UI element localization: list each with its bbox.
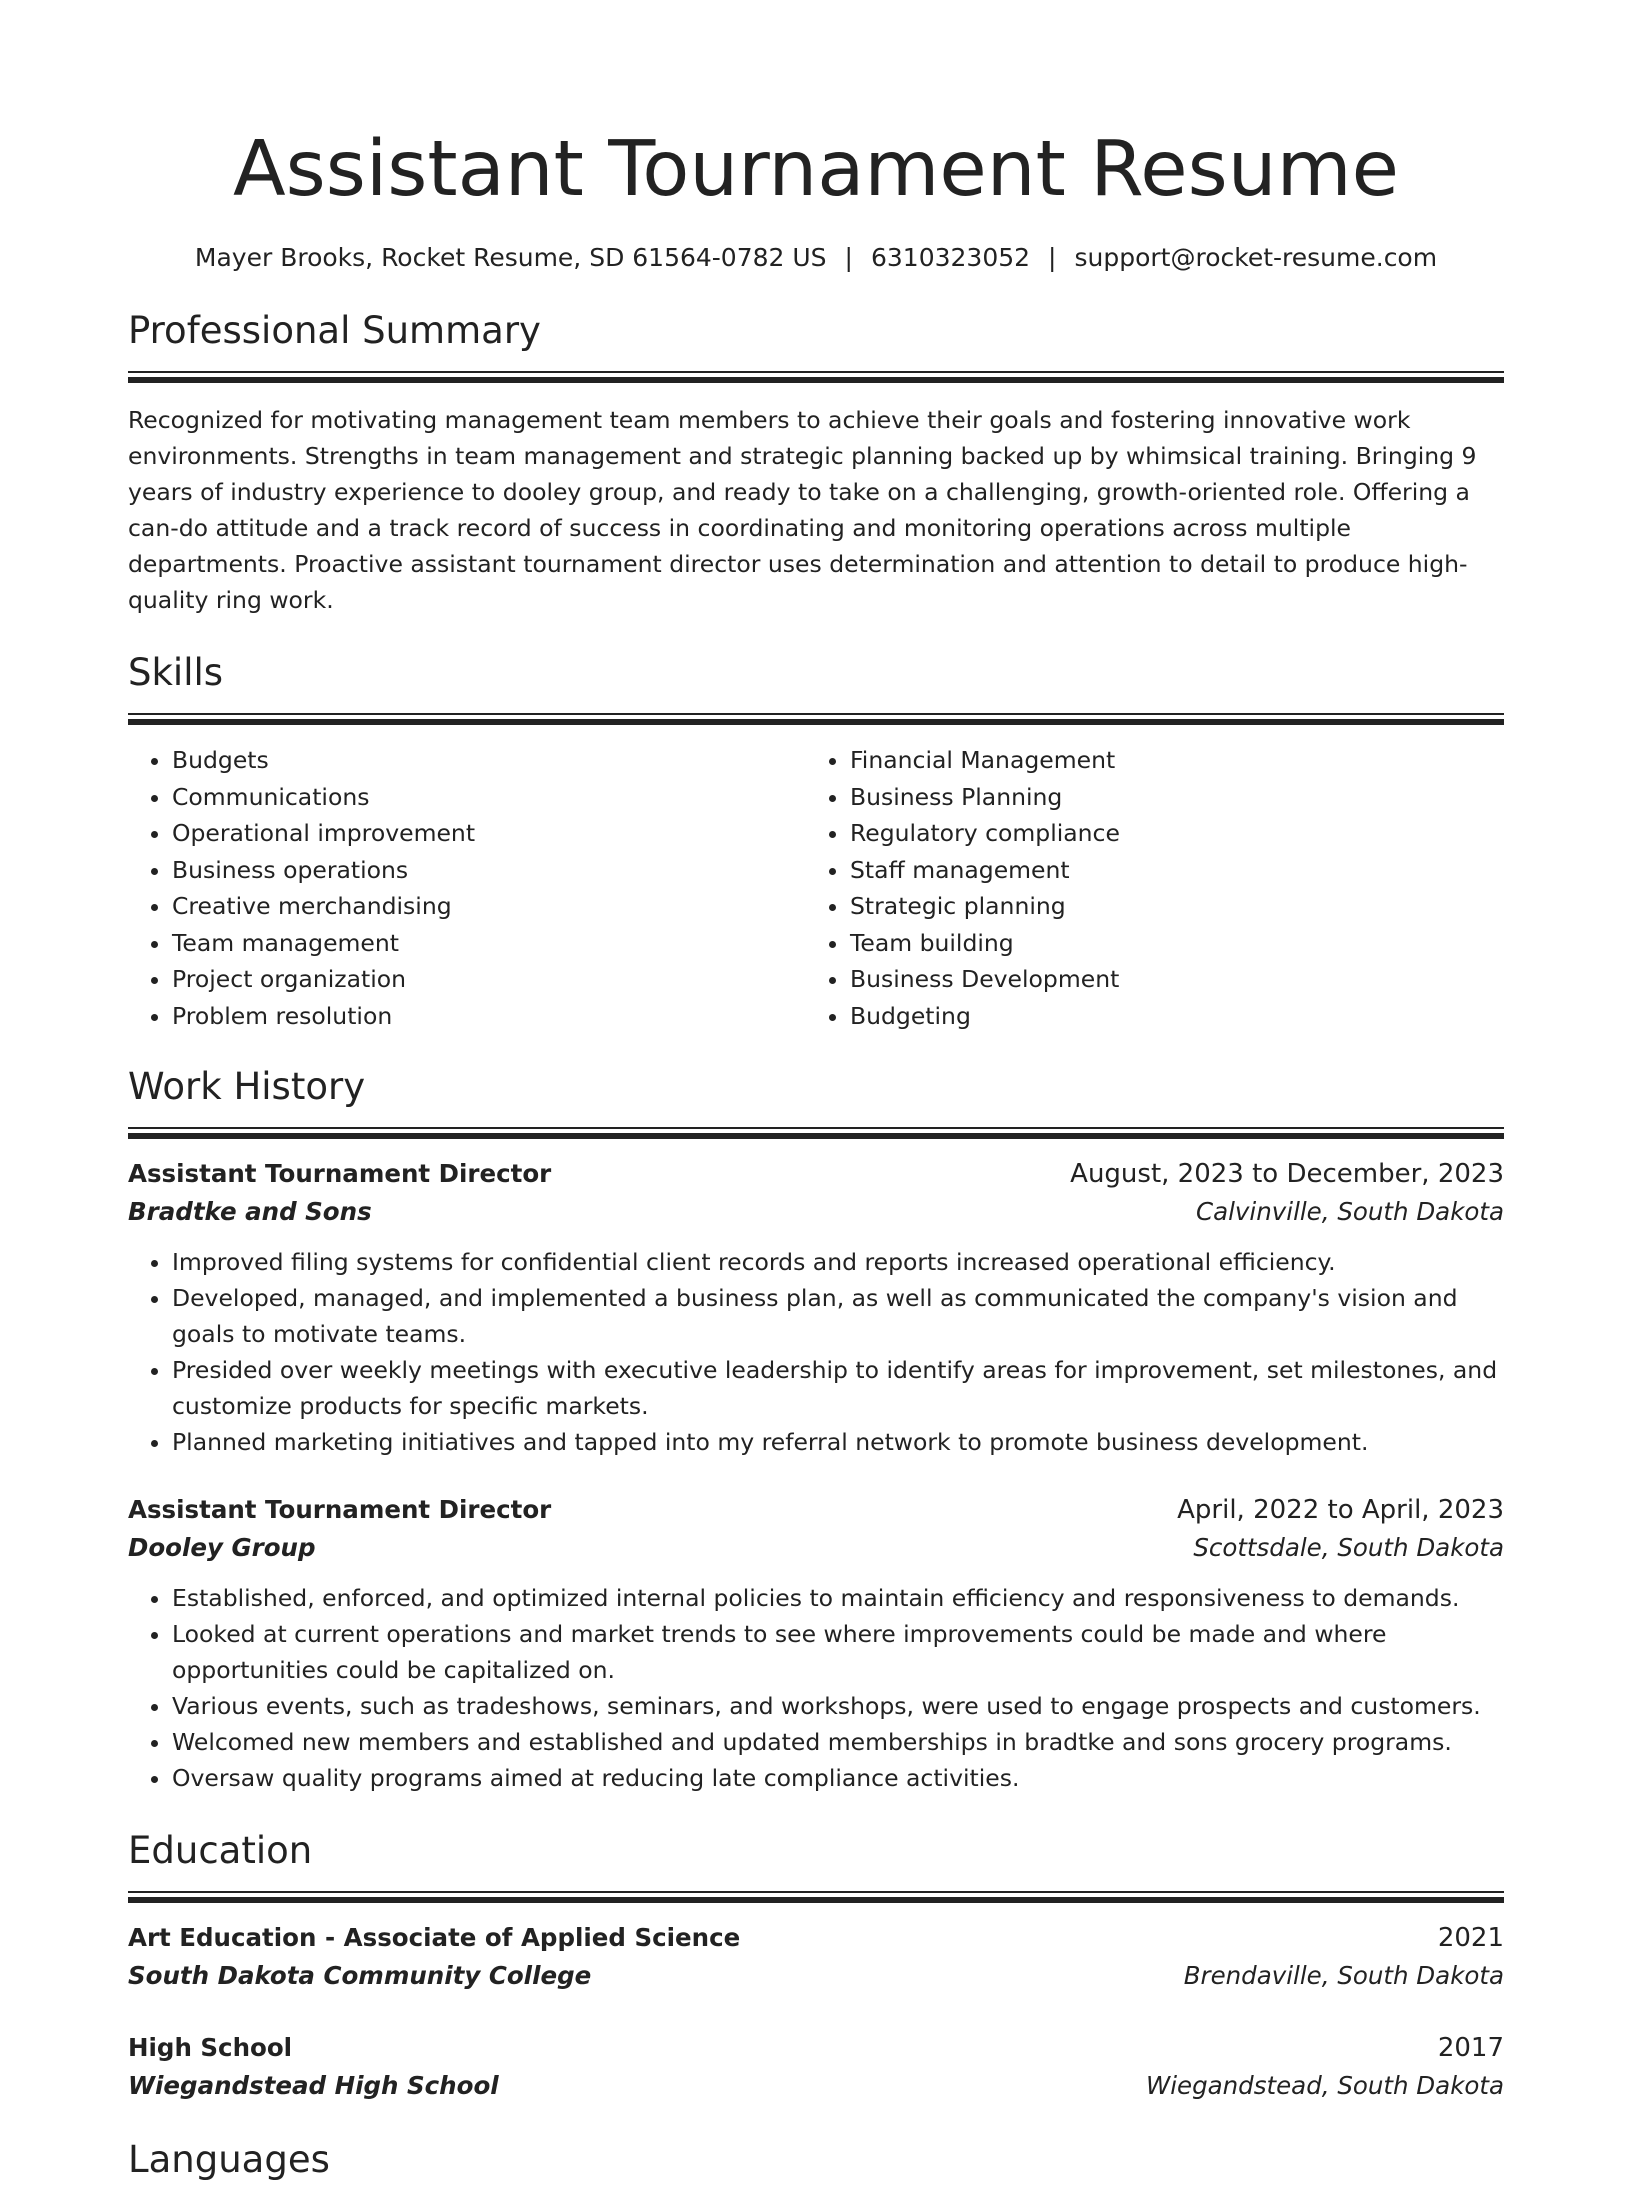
job-entry bbox=[128, 1155, 1504, 1460]
job-bullet: • Oversaw quality programs aimed at reducing late compliance activities. bbox=[172, 1760, 1504, 1796]
education-heading: Education bbox=[128, 1829, 313, 1872]
summary-section bbox=[128, 306, 1504, 618]
resume-title: Assistant Tournament Resume bbox=[233, 125, 1399, 214]
summary-text: Recognized for motivating management team members to achieve their goals and fostering innovative work environments. Strengths in team management and strategic planning backed up by whimsical training. Bringing 9 years of industry experience to dooley group, and ready to take on a challenging, growth-oriented role. Offering a can-do attitude and a track record of success in coordinating and monitoring operations across multiple departments. Proactive assistant tournament director uses determination and attention to detail to produce high-quality ring work. bbox=[128, 406, 1477, 614]
education-header bbox=[128, 1919, 1504, 1957]
contact-separator: | bbox=[844, 243, 853, 272]
job-dates: April, 2022 to April, 2023 bbox=[1177, 1495, 1504, 1525]
skills-column-left bbox=[128, 742, 806, 1034]
languages-heading: Languages bbox=[128, 2138, 330, 2181]
section-divider bbox=[128, 713, 1504, 725]
work-history-section bbox=[128, 1062, 1504, 1796]
job-bullet: • Planned marketing initiatives and tapped into my referral network to promote business development. bbox=[172, 1424, 1504, 1460]
skill-item: • Communications bbox=[172, 779, 806, 816]
job-dates: August, 2023 to December, 2023 bbox=[1070, 1159, 1504, 1189]
education-school: South Dakota Community College bbox=[128, 1961, 592, 1990]
resume-page bbox=[128, 0, 1504, 2185]
skills-section bbox=[128, 648, 1504, 1034]
work-history-heading: Work History bbox=[128, 1065, 366, 1108]
job-header bbox=[128, 1491, 1504, 1529]
job-company: Bradtke and Sons bbox=[128, 1197, 372, 1226]
section-divider bbox=[128, 371, 1504, 383]
education-degree: High School bbox=[128, 2033, 293, 2062]
job-location: Scottsdale, South Dakota bbox=[1193, 1533, 1504, 1562]
contact-separator: | bbox=[1048, 243, 1057, 272]
job-bullets bbox=[128, 1580, 1504, 1796]
contact-address: Mayer Brooks, Rocket Resume, SD 61564-0782 US bbox=[194, 243, 827, 272]
job-location: Calvinville, South Dakota bbox=[1196, 1197, 1504, 1226]
skill-item: • Financial Management bbox=[850, 742, 1484, 779]
job-entry bbox=[128, 1491, 1504, 1796]
education-year: 2021 bbox=[1437, 1923, 1504, 1953]
job-bullet: • Improved filing systems for confidential client records and reports increased operational efficiency. bbox=[172, 1244, 1504, 1280]
education-subheader bbox=[128, 2067, 1504, 2105]
section-divider bbox=[128, 1891, 1504, 1903]
skill-item: • Operational improvement bbox=[172, 815, 806, 852]
contact-phone: 6310323052 bbox=[870, 243, 1031, 272]
skill-item: • Regulatory compliance bbox=[850, 815, 1484, 852]
job-header bbox=[128, 1155, 1504, 1193]
skill-item: • Budgeting bbox=[850, 998, 1484, 1035]
skill-item: • Team building bbox=[850, 925, 1484, 962]
skill-item: • Strategic planning bbox=[850, 888, 1484, 925]
education-school: Wiegandstead High School bbox=[128, 2071, 499, 2100]
skills-heading: Skills bbox=[128, 651, 224, 694]
education-location: Wiegandstead, South Dakota bbox=[1145, 2071, 1504, 2100]
education-subheader bbox=[128, 1957, 1504, 1995]
job-bullet: • Looked at current operations and market trends to see where improvements could be made and where opportunities could be capitalized on. bbox=[172, 1616, 1504, 1688]
job-company: Dooley Group bbox=[128, 1533, 316, 1562]
skill-item: • Budgets bbox=[172, 742, 806, 779]
job-title: Assistant Tournament Director bbox=[128, 1159, 552, 1188]
skills-column-right bbox=[806, 742, 1484, 1034]
job-title: Assistant Tournament Director bbox=[128, 1495, 552, 1524]
education-entry bbox=[128, 1919, 1504, 1995]
skill-item: • Creative merchandising bbox=[172, 888, 806, 925]
education-entry bbox=[128, 2029, 1504, 2105]
job-bullet: • Established, enforced, and optimized internal policies to maintain efficiency and responsiveness to demands. bbox=[172, 1580, 1504, 1616]
job-subheader bbox=[128, 1193, 1504, 1231]
education-header bbox=[128, 2029, 1504, 2067]
skill-item: • Business Planning bbox=[850, 779, 1484, 816]
education-location: Brendaville, South Dakota bbox=[1183, 1961, 1504, 1990]
skill-item: • Project organization bbox=[172, 961, 806, 998]
skill-item: • Business operations bbox=[172, 852, 806, 889]
skills-columns bbox=[128, 742, 1504, 1034]
job-subheader bbox=[128, 1529, 1504, 1567]
job-bullet: • Developed, managed, and implemented a business plan, as well as communicated the company's vision and goals to motivate teams. bbox=[172, 1280, 1504, 1352]
summary-heading: Professional Summary bbox=[128, 309, 541, 352]
languages-section bbox=[128, 2135, 1504, 2185]
skill-item: • Team management bbox=[172, 925, 806, 962]
section-divider bbox=[128, 1127, 1504, 1139]
job-bullets bbox=[128, 1244, 1504, 1460]
skill-item: • Staff management bbox=[850, 852, 1484, 889]
education-year: 2017 bbox=[1437, 2033, 1504, 2063]
skill-item: • Problem resolution bbox=[172, 998, 806, 1035]
contact-line bbox=[128, 240, 1504, 276]
job-bullet: • Welcomed new members and established and updated memberships in bradtke and sons grocery programs. bbox=[172, 1724, 1504, 1760]
education-section bbox=[128, 1826, 1504, 2105]
contact-email[interactable]: support@rocket-resume.com bbox=[1074, 243, 1438, 272]
job-bullet: • Various events, such as tradeshows, seminars, and workshops, were used to engage prospects and customers. bbox=[172, 1688, 1504, 1724]
skill-item: • Business Development bbox=[850, 961, 1484, 998]
job-bullet: • Presided over weekly meetings with executive leadership to identify areas for improvement, set milestones, and customize products for specific markets. bbox=[172, 1352, 1504, 1424]
education-degree: Art Education - Associate of Applied Science bbox=[128, 1923, 741, 1952]
